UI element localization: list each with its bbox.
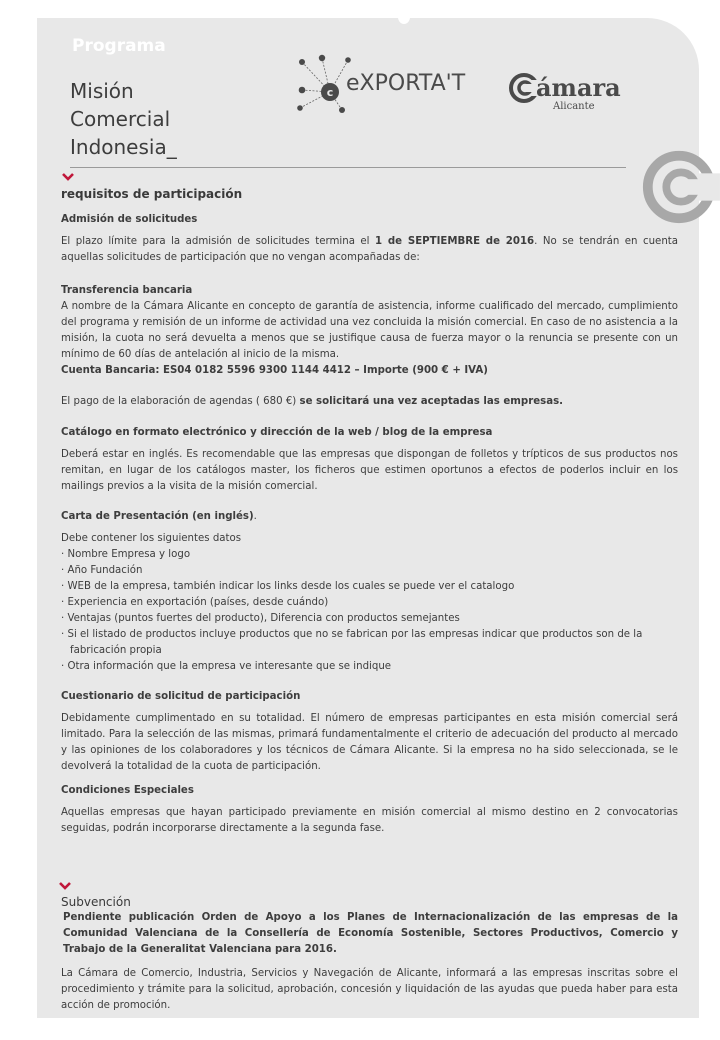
header-divider [70,167,626,168]
special-conditions-heading: Condiciones Especiales [61,785,194,796]
agendas-text-bold: se solicitará una vez aceptadas las empresas. [299,396,564,407]
catalog-text: Deberá estar en inglés. Es recomendable que las empresas que dispongan de folletos y trípticos de sus productos nos remitan, en lugar de los catálogos master, los ficheros que estimen oportunos a efectos de poderlos incluir en los mailings previos a la visita de la misión comercial. [61,449,678,492]
exportat-logo-text: eXPORTA'T [346,71,466,96]
agendas-text-start: El pago de la elaboración de agendas ( 680 €) [61,396,300,407]
letter-items-list [61,547,678,675]
transfer-text: A nombre de la Cámara Alicante en concepto de garantía de asistencia, informe cualificado del mercado, cumplimiento del programa y remisión de un informe de actividad una vez concluida la misión comercial. En caso de no asistencia a la misión, la cuota no será devuelta a menos que se justifique causa de fuerza mayor o la renuncia se presente con un mínimo de 60 días de antelación al inicio de la misma. [61,301,678,360]
chevron-down-icon [61,172,75,181]
requirements-title: requisitos de participación [61,187,243,201]
title-line-1: Misión [70,79,134,103]
subsidy-text: La Cámara de Comercio, Industria, Servicios y Navegación de Alicante, informará a las empresas inscritas sobre el procedimiento y trámite para la solicitud, aprobación, concesión y liquidación de las ayudas que pueda haber para esta acción de promoción. [61,968,678,1011]
questionnaire-text: Debidamente cumplimentado en su totalidad. El número de empresas participantes en esta misión comercial será limitado. Para la selección de las mismas, primará fundamentalmente el criterio de adecuación del producto al mercado y las opiniones de los colaboradores y los técnicos de Cámara Alicante. Si la empresa no ha sido seleccionada, se le devolverá la totalidad de la cuota de participación. [61,713,678,772]
agendas-text [61,394,678,410]
special-conditions-text: Aquellas empresas que hayan participado previamente en misión comercial al mismo destino en 2 convocatorias seguidas, podrán incorporarse directamente a la segunda fase. [61,807,678,834]
questionnaire-heading: Cuestionario de solicitud de participación [61,691,301,702]
letter-heading-bold: Carta de Presentación (en inglés) [61,511,254,522]
title-line-2: Comercial [70,107,171,131]
bank-account: Cuenta Bancaria: ES04 0182 5596 9300 1144 4412 – Importe (900 € + IVA) [61,365,488,376]
chevron-down-icon [58,881,72,890]
letter-intro: Debe contener los siguientes datos [61,533,242,544]
page-title [70,77,177,161]
list-item: · Año Fundación [61,565,143,576]
list-item: · Otra información que la empresa ve interesante que se indique [61,661,392,672]
list-item: · Ventajas (puntos fuertes del producto), Diferencia con productos semejantes [61,613,460,624]
admission-text [61,234,678,266]
admission-deadline: 1 de SEPTIEMBRE de 2016 [375,236,535,247]
list-item: · Nombre Empresa y logo [61,549,191,560]
list-item: · WEB de la empresa, también indicar los links desde los cuales se puede ver el catalogo [61,581,515,592]
camara-logo-text: ámara [536,73,621,102]
subsidy-title: Subvención [61,895,131,909]
list-item: · Experiencia en exportación (países, desde cuándo) [61,597,329,608]
program-label: Programa [72,36,166,56]
catalog-heading: Catálogo en formato electrónico y dirección de la web / blog de la empresa [61,427,493,438]
title-line-3: Indonesia_ [70,135,177,159]
svg-text:c: c [326,86,334,99]
requirements-section [61,186,678,837]
letter-heading-dot: . [253,511,257,522]
list-item: · Si el listado de productos incluye productos que no se fabrican por las empresas indicar que productos son de la [61,629,643,640]
admission-text-start: El plazo límite para la admisión de solicitudes termina el [61,236,375,247]
camara-alicante-logo [510,66,635,114]
subsidy-bold-text: Pendiente publicación Orden de Apoyo a los Planes de Internacionalización de las empresas de la Comunidad Valenciana de la Consellería de Economía Sostenible, Sectores Productivos, Comercio y Trabajo de la Generalitat Valenciana para 2016. [63,912,678,955]
admission-heading: Admisión de solicitudes [61,214,198,225]
exportat-logo [292,52,466,116]
subsidy-section [61,895,678,1014]
list-item: fabricación propia [70,645,162,656]
transfer-heading: Transferencia bancaria [61,285,193,296]
card-notch [398,10,410,24]
camara-logo-subtext: Alicante [553,101,595,112]
letter-heading [61,509,678,525]
admission-text-end: . No se tendrán en cuenta aquellas solicitudes de participación que no vengan acompañadas de: [61,236,679,263]
